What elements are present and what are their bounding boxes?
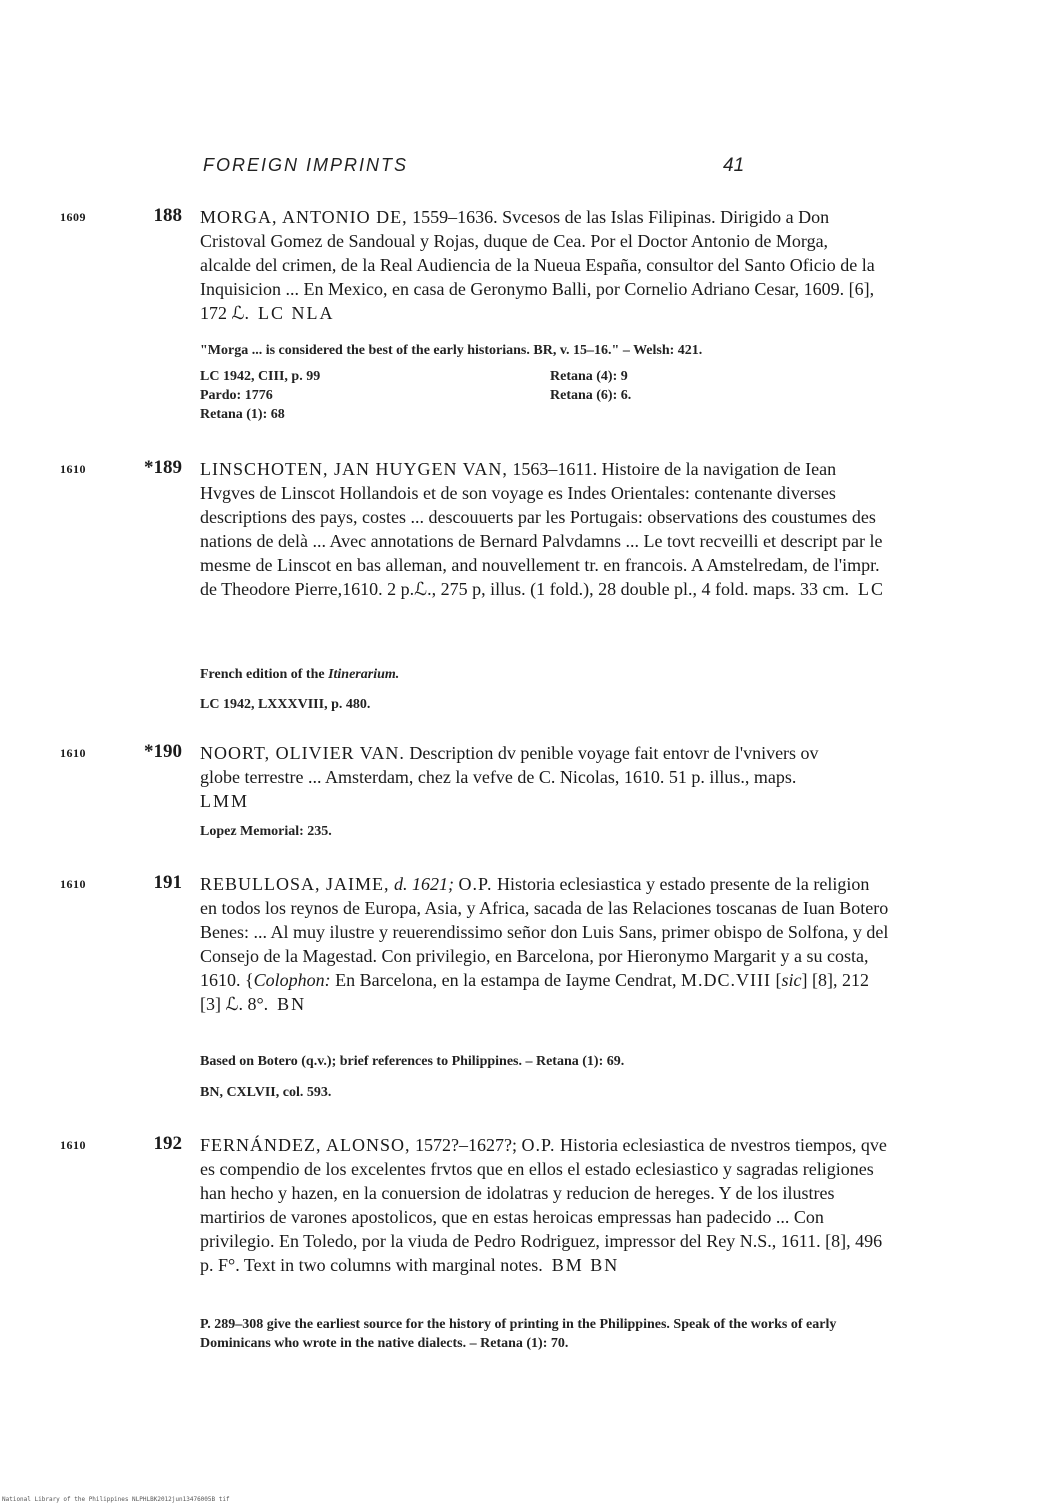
entry-holdings: LC NLA [257, 303, 335, 323]
note-italic-title: Itinerarium. [328, 667, 400, 682]
entry-holdings: BN [277, 994, 307, 1014]
sic-mark: sic [781, 970, 802, 990]
entry-body: Historia eclesiastica de nvestros tiempos, qve es compendio de los excelentes frvtos que en ellos el estado eclesiastico y sagradas religiones han hecho y hazen, en la conuersion de idolatras y reducion de hereges. Y de los ilustres martirios de varones apostolicos, que en estas heroicas empressas han padecido ... Con privilegio. En Toledo, por la viuda de Pedro Rodriguez, impressor del Rey N.S., 1611. [8], 496 p. F°. Text in two columns with marginal notes. [200, 1135, 887, 1275]
entry-order: O.P. [458, 874, 493, 894]
entry-author: REBULLOSA, JAIME, [200, 874, 390, 894]
reference-line: Retana (6): 6. [550, 388, 632, 403]
entry-number: 188 [153, 205, 182, 226]
entry-reference: BN, CXLVII, col. 593. [200, 1085, 332, 1100]
entry-author: LINSCHOTEN, JAN HUYGEN VAN, [200, 459, 508, 479]
entry-year: 1610 [60, 462, 86, 476]
entry-text [200, 205, 880, 325]
entry-year: 1609 [60, 210, 86, 224]
entry-body: Historia eclesiastica y estado presente de la religion en todos los reynos de Europa, Asia, y Africa, sacada de las Relaciones toscanas de Iuan Botero Benes: ... Al muy ilustre y reuerendissimo señor don Luis Sans, primer obispo de Solfona, y del Consejo de la Magestad. Con privilegio, en Barcelona, por Hieronymo Margarit y a su costa, 1610. { [200, 874, 889, 990]
entry-body: 1559–1636. Svcesos de las Islas Filipinas. Dirigido a Don Cristoval Gomez de Sandoual y Rojas, duque de Cea. Por el Doctor Antonio de Morga, alcalde del crimen, de la Real Audiencia de la Nueua España, consultor del Santo Oficio de la Inquisicion ... En Mexico, en casa de Geronymo Balli, por Cornelio Adriano Cesar, 1609. [6], 172 ℒ. [200, 207, 875, 323]
entry-body-continued: En Barcelona, en la estampa de Iayme Cendrat, [330, 970, 682, 990]
reference-line: Retana (4): 9 [550, 369, 628, 384]
entry-dates: d. 1621; [389, 874, 459, 894]
entry-number: *189 [144, 457, 182, 478]
entry-year: 1610 [60, 1138, 86, 1152]
entry-text [200, 457, 890, 601]
references-left-column [200, 367, 320, 424]
entry-reference: Lopez Memorial: 235. [200, 824, 332, 839]
entry-text [200, 1133, 890, 1277]
entry-note [200, 665, 880, 684]
entry-year: 1610 [60, 746, 86, 760]
reference-line: LC 1942, CIII, p. 99 [200, 369, 321, 384]
page-number: 41 [723, 155, 745, 176]
colophon-label: Colophon: [253, 970, 331, 990]
entry-text [200, 872, 890, 1016]
entry-holdings: BM BN [551, 1255, 620, 1275]
entry-number: 192 [153, 1133, 182, 1154]
entry-note: P. 289–308 give the earliest source for the history of printing in the Philippines. Speak of the works of early Dominicans who wrote in the native dialects. – Retana (1): 70. [200, 1317, 837, 1351]
entry-text [200, 741, 850, 813]
entry-author: NOORT, OLIVIER VAN. [200, 743, 405, 763]
running-header-title: FOREIGN IMPRINTS [203, 155, 409, 175]
entry-holdings: LMM [200, 791, 250, 811]
entry-number: *190 [144, 741, 182, 762]
entry-holdings: LC [858, 579, 886, 599]
entry-year: 1610 [60, 877, 86, 891]
scan-footer: National Library of the Philippines NLPHLBK2012jun13476005B tif [2, 1496, 230, 1503]
entry-author: FERNÁNDEZ, ALONSO, [200, 1135, 411, 1155]
note-text: French edition of the [200, 667, 329, 682]
references-right-column [550, 367, 631, 405]
entry-dates: 1572?–1627?; [410, 1135, 522, 1155]
entry-body: Description dv penible voyage fait entovr de l'vnivers ov globe terrestre ... Amsterdam, chez la vefve de C. Nicolas, 1610. 51 p. illus., maps. [200, 743, 819, 787]
roman-date: M.DC.VIII [681, 970, 772, 990]
entry-reference: LC 1942, LXXXVIII, p. 480. [200, 697, 371, 712]
reference-line: Retana (1): 68 [200, 407, 285, 422]
entry-author: MORGA, ANTONIO DE, [200, 207, 408, 227]
entry-order: O.P. [521, 1135, 556, 1155]
bracket-open: [ [771, 970, 782, 990]
entry-collation: ] [8], 212 [3] ℒ. 8°. [200, 970, 869, 1014]
entry-note: Based on Botero (q.v.); brief references to Philippines. – Retana (1): 69. [200, 1054, 625, 1069]
reference-line: Pardo: 1776 [200, 388, 273, 403]
entry-note: "Morga ... is considered the best of the early historians. BR, v. 15–16." – Welsh: 421. [200, 343, 703, 358]
entry-body: 1563–1611. Histoire de la navigation de Iean Hvgves de Linscot Hollandois et de son voyage es Indes Orientales: contenante diverses descriptions des pays, costes ... descouuerts par les Portugais: observations des coustumes des nations de delà ... Avec annotations de Bernard Palvdamns ... Le tovt recveilli et descript par le mesme de Linscot en bas alleman, and nouvellement tr. en francois. A Amstelredam, de l'impr. de Theodore Pierre,1610. 2 p.ℒ., 275 p, illus. (1 fold.), 28 double pl., 4 fold. maps. 33 cm. [200, 459, 883, 599]
entry-number: 191 [153, 872, 182, 893]
